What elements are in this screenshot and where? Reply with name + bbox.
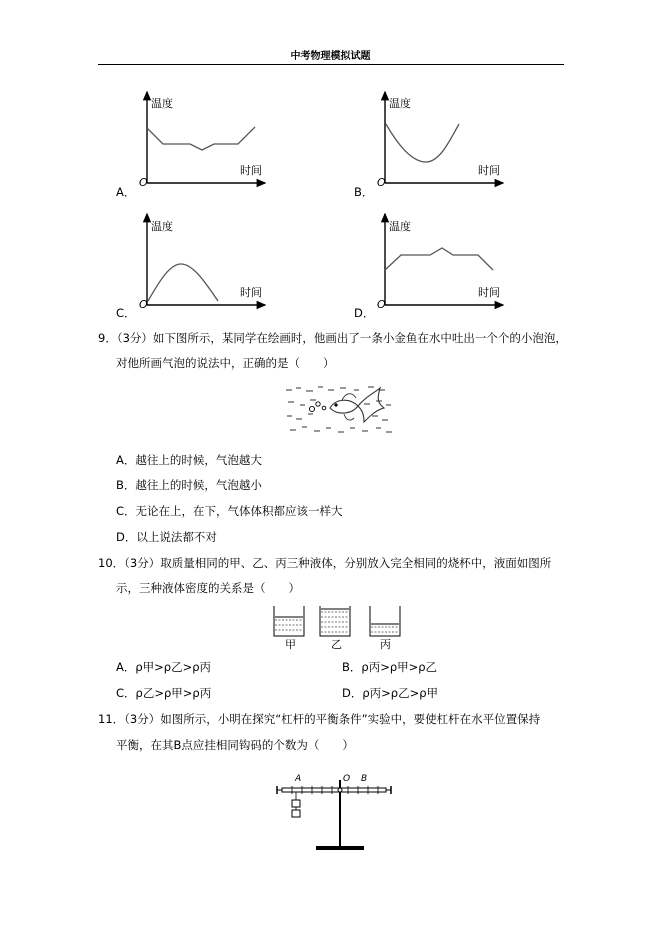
option-c-label: C． <box>116 306 136 320</box>
origin-c: O <box>139 298 148 311</box>
curve-d <box>385 248 493 270</box>
goldfish-figure <box>284 378 396 438</box>
beaker-jia <box>274 606 304 636</box>
beaker-label-bing: 丙 <box>380 638 391 651</box>
curve-b <box>386 124 459 162</box>
q10-option-b: B．ρ丙>ρ甲>ρ乙 <box>342 660 438 674</box>
beaker-label-yi: 乙 <box>331 638 342 651</box>
q9-stem-line2: 对他所画气泡的说法中，正确的是（ ） <box>116 356 335 370</box>
axis-x-label-c: 时间 <box>240 286 262 299</box>
q9-option-c: C．无论在上，在下，气体体积都应该一样大 <box>116 504 343 518</box>
lever-label-o: O <box>343 774 351 784</box>
q9-option-b: B．越往上的时候，气泡越小 <box>116 478 262 492</box>
axis-y-label-a: 温度 <box>151 97 173 110</box>
q11-stem-line1: 11．（3分）如图所示，小明在探究“杠杆的平衡条件”实验中，要使杠杆在水平位置保持 <box>98 712 541 726</box>
page-header: 中考物理模拟试题 <box>290 51 371 62</box>
option-b-label: B． <box>354 185 374 199</box>
axis-y-label-d: 温度 <box>389 220 411 233</box>
option-a-label: A． <box>116 185 136 199</box>
axis-x-label-b: 时间 <box>478 164 500 177</box>
lever-label-a: A <box>295 774 302 784</box>
option-d-label: D． <box>354 306 375 320</box>
axis-x-label-a: 时间 <box>240 164 262 177</box>
q10-option-a: A．ρ甲>ρ乙>ρ丙 <box>116 660 212 674</box>
origin-b: O <box>377 176 386 189</box>
beaker-yi <box>320 606 350 636</box>
q9-option-a: A．越往上的时候，气泡越大 <box>116 453 262 467</box>
q11-stem-line2: 平衡，在其B点应挂相同钩码的个数为（ ） <box>116 738 354 752</box>
origin-d: O <box>377 298 386 311</box>
q9-stem-line1: 9．（3分）如下图所示，某同学在绘画时，他画出了一条小金鱼在水中吐出一个个的小泡泡， <box>98 331 567 345</box>
origin-a: O <box>139 176 148 189</box>
axis-y-label-b: 温度 <box>389 97 411 110</box>
beaker-bing <box>370 606 400 636</box>
q9-option-d: D．以上说法都不对 <box>116 530 217 544</box>
beaker-label-jia: 甲 <box>285 638 296 651</box>
q10-stem-line1: 10．（3分）取质量相同的甲、乙、丙三种液体，分别放入完全相同的烧杯中，液面如图所 <box>98 556 552 570</box>
axis-x-label-d: 时间 <box>478 286 500 299</box>
q10-option-d: D．ρ丙>ρ乙>ρ甲 <box>342 686 439 700</box>
q10-stem-line2: 示，三种液体密度的关系是（ ） <box>116 581 300 595</box>
lever-figure <box>274 768 394 858</box>
axis-y-label-c: 温度 <box>151 220 173 233</box>
q8-graphs <box>0 0 661 330</box>
curve-c <box>148 264 218 301</box>
lever-label-b: B <box>361 774 368 784</box>
q10-option-c: C．ρ乙>ρ甲>ρ丙 <box>116 686 212 700</box>
curve-a <box>147 127 255 150</box>
